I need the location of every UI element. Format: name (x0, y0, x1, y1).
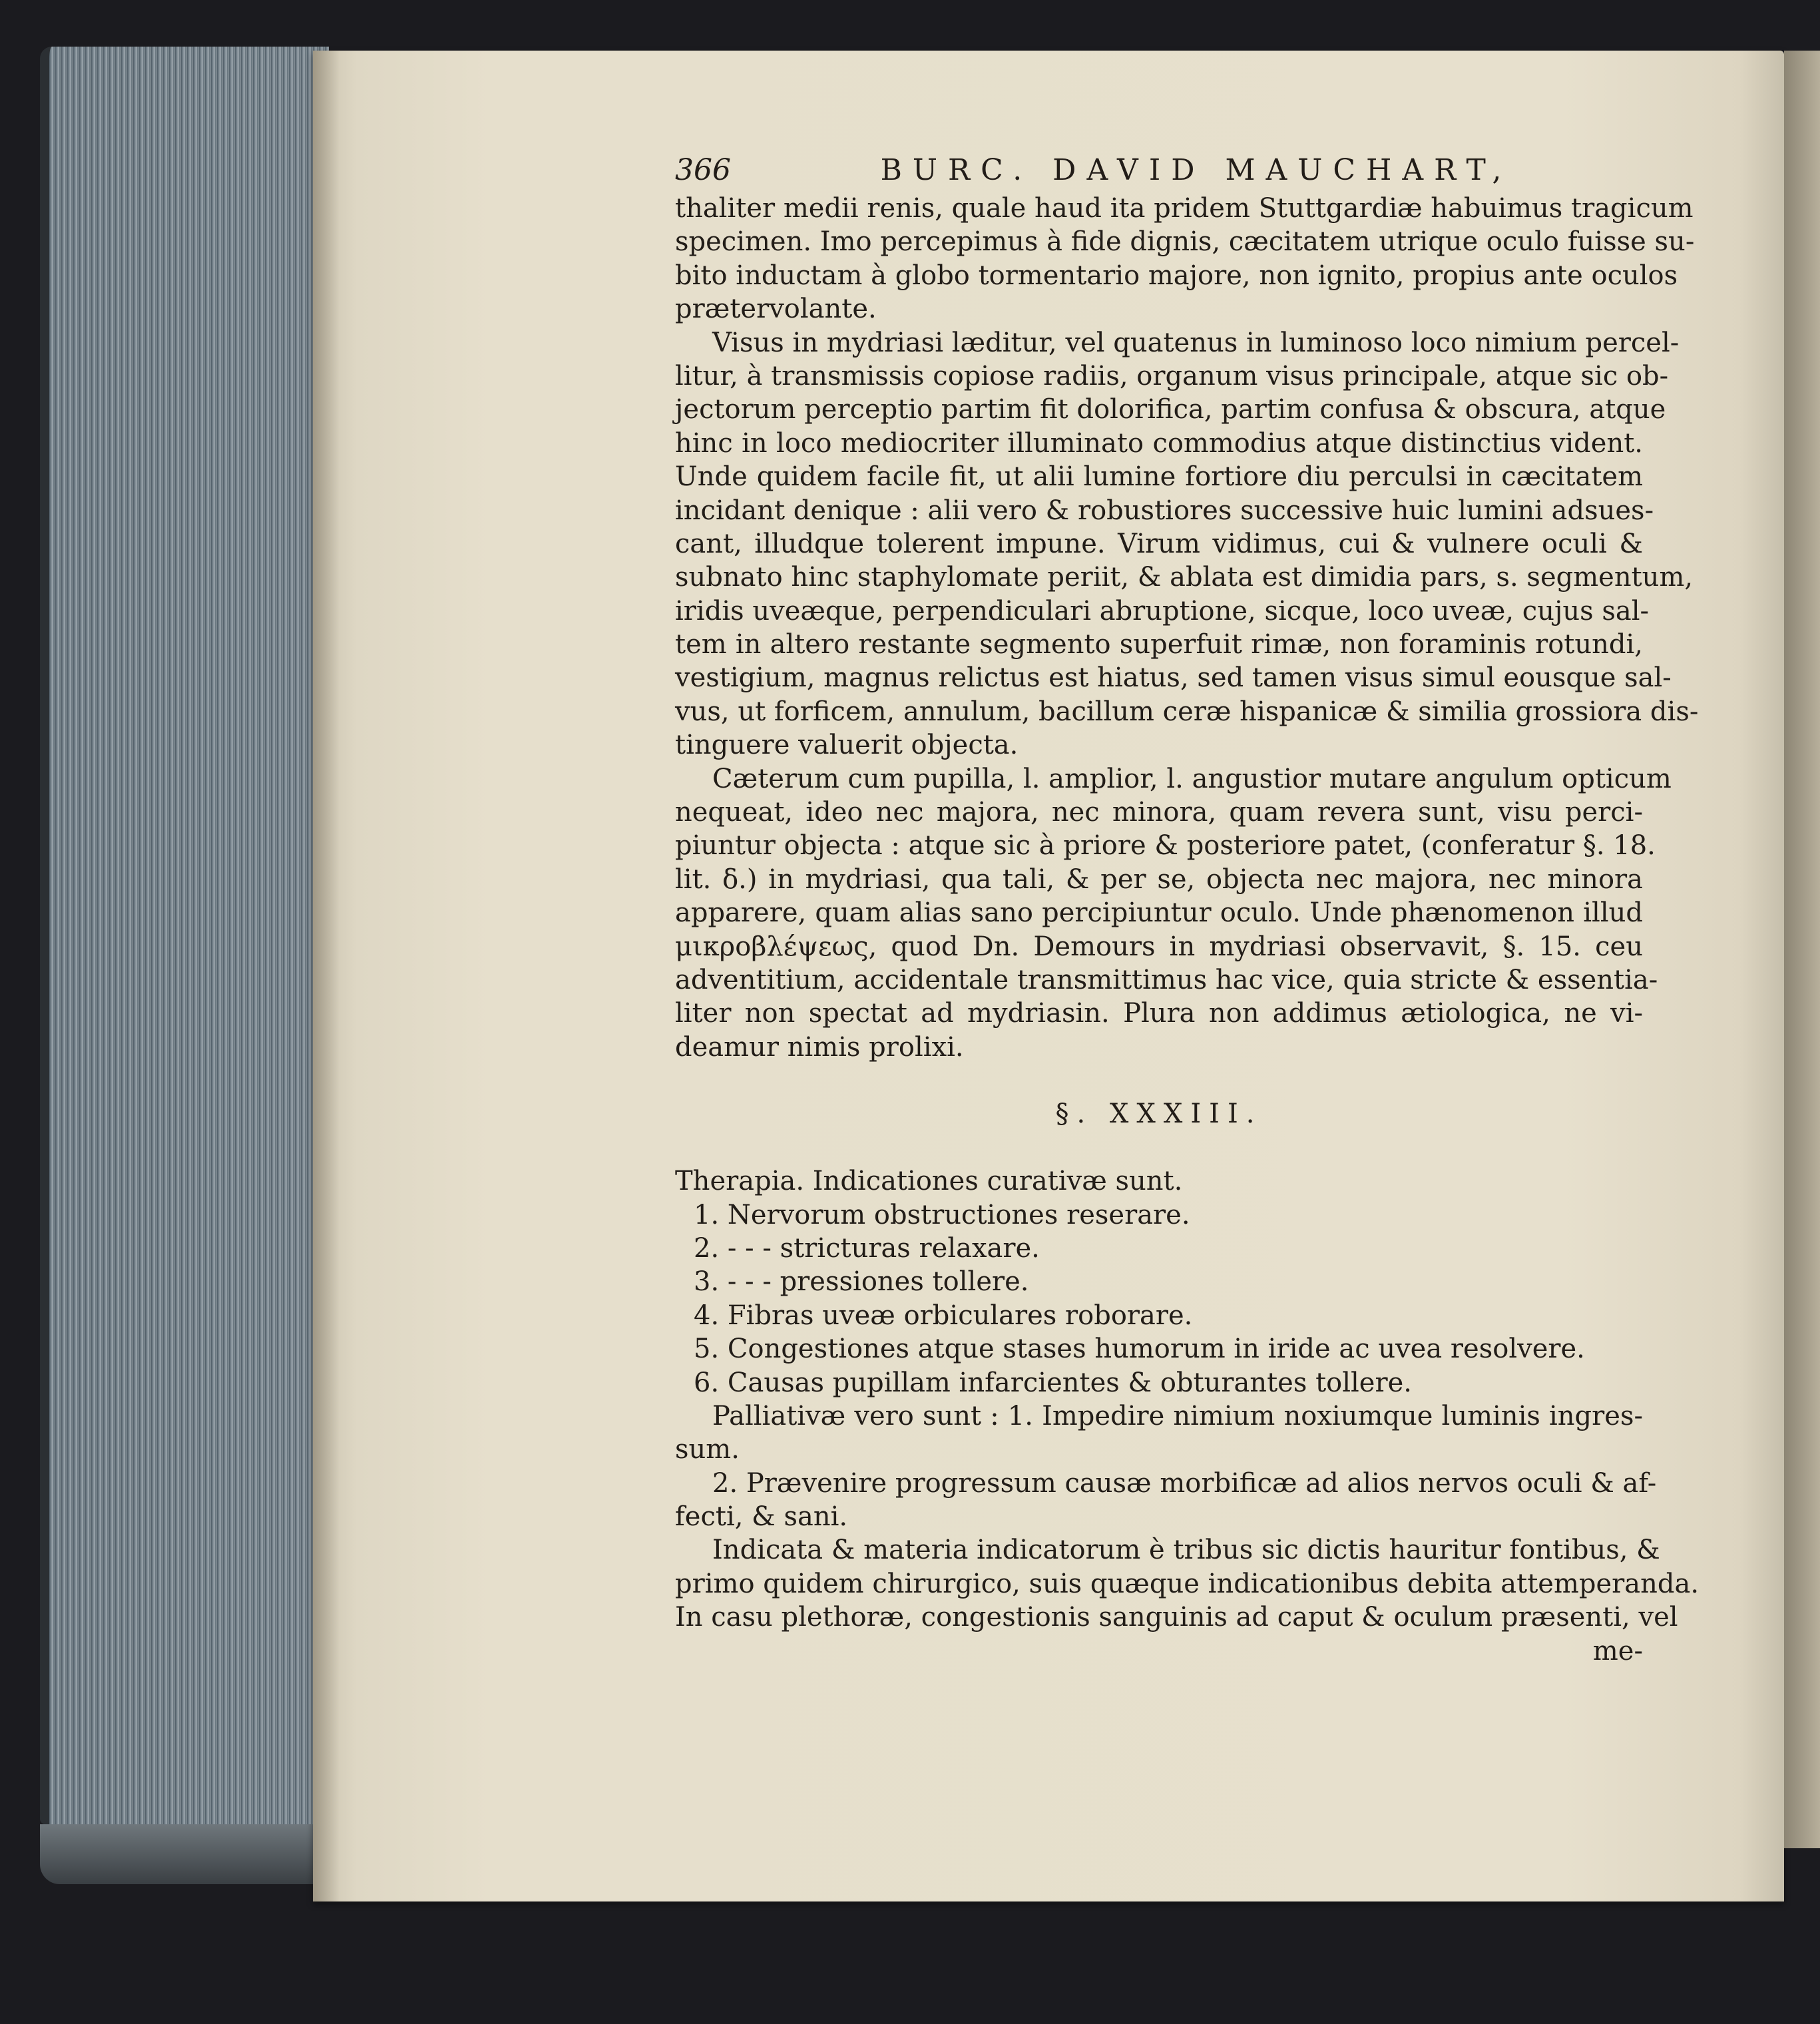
gutter-shadow (313, 51, 340, 1901)
text-line: piuntur objecta : atque sic à priore & posteriore patet, (conferatur §. 18. (675, 830, 1656, 862)
text-line: incidant denique : alii vero & robustiores successive huic lumini adsues- (675, 495, 1654, 526)
list-item: 2. - - - stricturas relaxare. (694, 1232, 1040, 1264)
text-line: tem in altero restante segmento superfuit rimæ, non foraminis rotundi, (675, 629, 1643, 660)
text-line: nequeat, ideo nec majora, nec minora, quam revera sunt, visu perci- (675, 797, 1643, 828)
text-line: iridis uveæque, perpendiculari abruptione, sicque, loco uveæ, cujus sal- (675, 595, 1650, 627)
text-line: lit. δ.) in mydriasi, qua tali, & per se, objecta nec majora, nec minora (675, 864, 1643, 895)
text-line: vus, ut forficem, annulum, bacillum ceræ hispanicæ & similia grossiora dis- (675, 696, 1699, 727)
text-line: liter non spectat ad mydriasin. Plura non addimus ætiologica, ne vi- (675, 998, 1643, 1029)
text-line: Visus in mydriasi læditur, vel quatenus in luminoso loco nimium percel- (712, 327, 1680, 358)
list-item: 6. Causas pupillam infarcientes & obturantes tollere. (694, 1367, 1412, 1398)
page-number: 366 (675, 153, 731, 187)
text-line: In casu plethoræ, congestionis sanguinis ad caput & oculum præsenti, vel (675, 1602, 1678, 1633)
paragraph-1 (675, 192, 1695, 326)
facing-page-edge (1784, 51, 1820, 1848)
catchword: me- (1592, 1635, 1643, 1666)
palliativae-paragraph (675, 1399, 1643, 1467)
text-line: subnato hinc staphylomate periit, & ablata est dimidia pars, s. segmentum, (675, 562, 1694, 593)
text-line: sum. (675, 1434, 740, 1465)
text-line: apparere, quam alias sano percipiuntur oculo. Unde phænomenon illud (675, 897, 1643, 929)
text-line: thaliter medii renis, quale haud ita pridem Stuttgardiæ habuimus tragicum (675, 193, 1694, 224)
text-line: jectorum perceptio partim fit dolorifica, partim confusa & obscura, atque (675, 394, 1666, 425)
text-line: primo quidem chirurgico, suis quæque indicationibus debita attemperanda. (675, 1568, 1700, 1599)
text-line: litur, à transmissis copiose radiis, organum visus principale, atque sic ob- (675, 360, 1669, 391)
section-heading: §. XXXIII. (1055, 1099, 1263, 1130)
text-line: Cæterum cum pupilla, l. amplior, l. angustior mutare angulum opticum (712, 763, 1672, 794)
therapia-intro: Therapia. Indicationes curativæ sunt. (675, 1166, 1183, 1197)
indications-list (675, 1198, 1643, 1399)
text-line: Indicata & materia indicatorum è tribus sic dictis hauritur fontibus, & (712, 1535, 1660, 1566)
text-block (675, 146, 1700, 1668)
text-line: 2. Prævenire progressum causæ morbificæ ad alios nervos oculi & af- (712, 1467, 1657, 1499)
paragraph-3 (675, 762, 1672, 1065)
running-head: BURC. DAVID MAUCHART, (880, 153, 1512, 187)
text-line: tinguere valuerit objecta. (675, 730, 1019, 761)
text-line: Unde quidem facile fit, ut alii lumine fortiore diu perculsi in cæcitatem (675, 461, 1643, 493)
text-line: bito inductam à globo tormentario majore, non ignito, propius ante oculos (675, 260, 1678, 291)
indicata-paragraph (675, 1533, 1700, 1634)
page-edges (40, 47, 329, 1824)
book-bottom-edge (40, 1824, 333, 1884)
list-item: 5. Congestiones atque stases humorum in iride ac uvea resolvere. (694, 1334, 1585, 1365)
text-line: specimen. Imo percepimus à fide dignis, cæcitatem utrique oculo fuisse su- (675, 226, 1695, 258)
list-item: 4. Fibras uveæ orbiculares roborare. (694, 1300, 1193, 1331)
text-line: deamur nimis prolixi. (675, 1031, 964, 1063)
text-line: cant, illudque tolerent impune. Virum vidimus, cui & vulnere oculi & (675, 528, 1643, 559)
text-line: vestigium, magnus relictus est hiatus, sed tamen visus simul eousque sal- (675, 662, 1672, 694)
text-line: hinc in loco mediocriter illuminato commodius atque distinctius vident. (675, 427, 1643, 459)
text-line: adventitium, accidentale transmittimus hac vice, quia stricte & essentia- (675, 964, 1658, 995)
paragraph-2 (675, 326, 1699, 762)
text-line: μικροβλέψεως, quod Dn. Demours in mydriasi observavit, §. 15. ceu (675, 931, 1643, 962)
text-line: Palliativæ vero sunt : 1. Impedire nimium noxiumque luminis ingres- (712, 1400, 1643, 1431)
text-line: fecti, & sani. (675, 1501, 848, 1533)
text-line: prætervolante. (675, 294, 877, 325)
item-2-paragraph (675, 1467, 1657, 1534)
list-item: 1. Nervorum obstructiones reserare. (694, 1199, 1190, 1230)
page-header (675, 146, 1643, 194)
list-item: 3. - - - pressiones tollere. (694, 1266, 1029, 1298)
